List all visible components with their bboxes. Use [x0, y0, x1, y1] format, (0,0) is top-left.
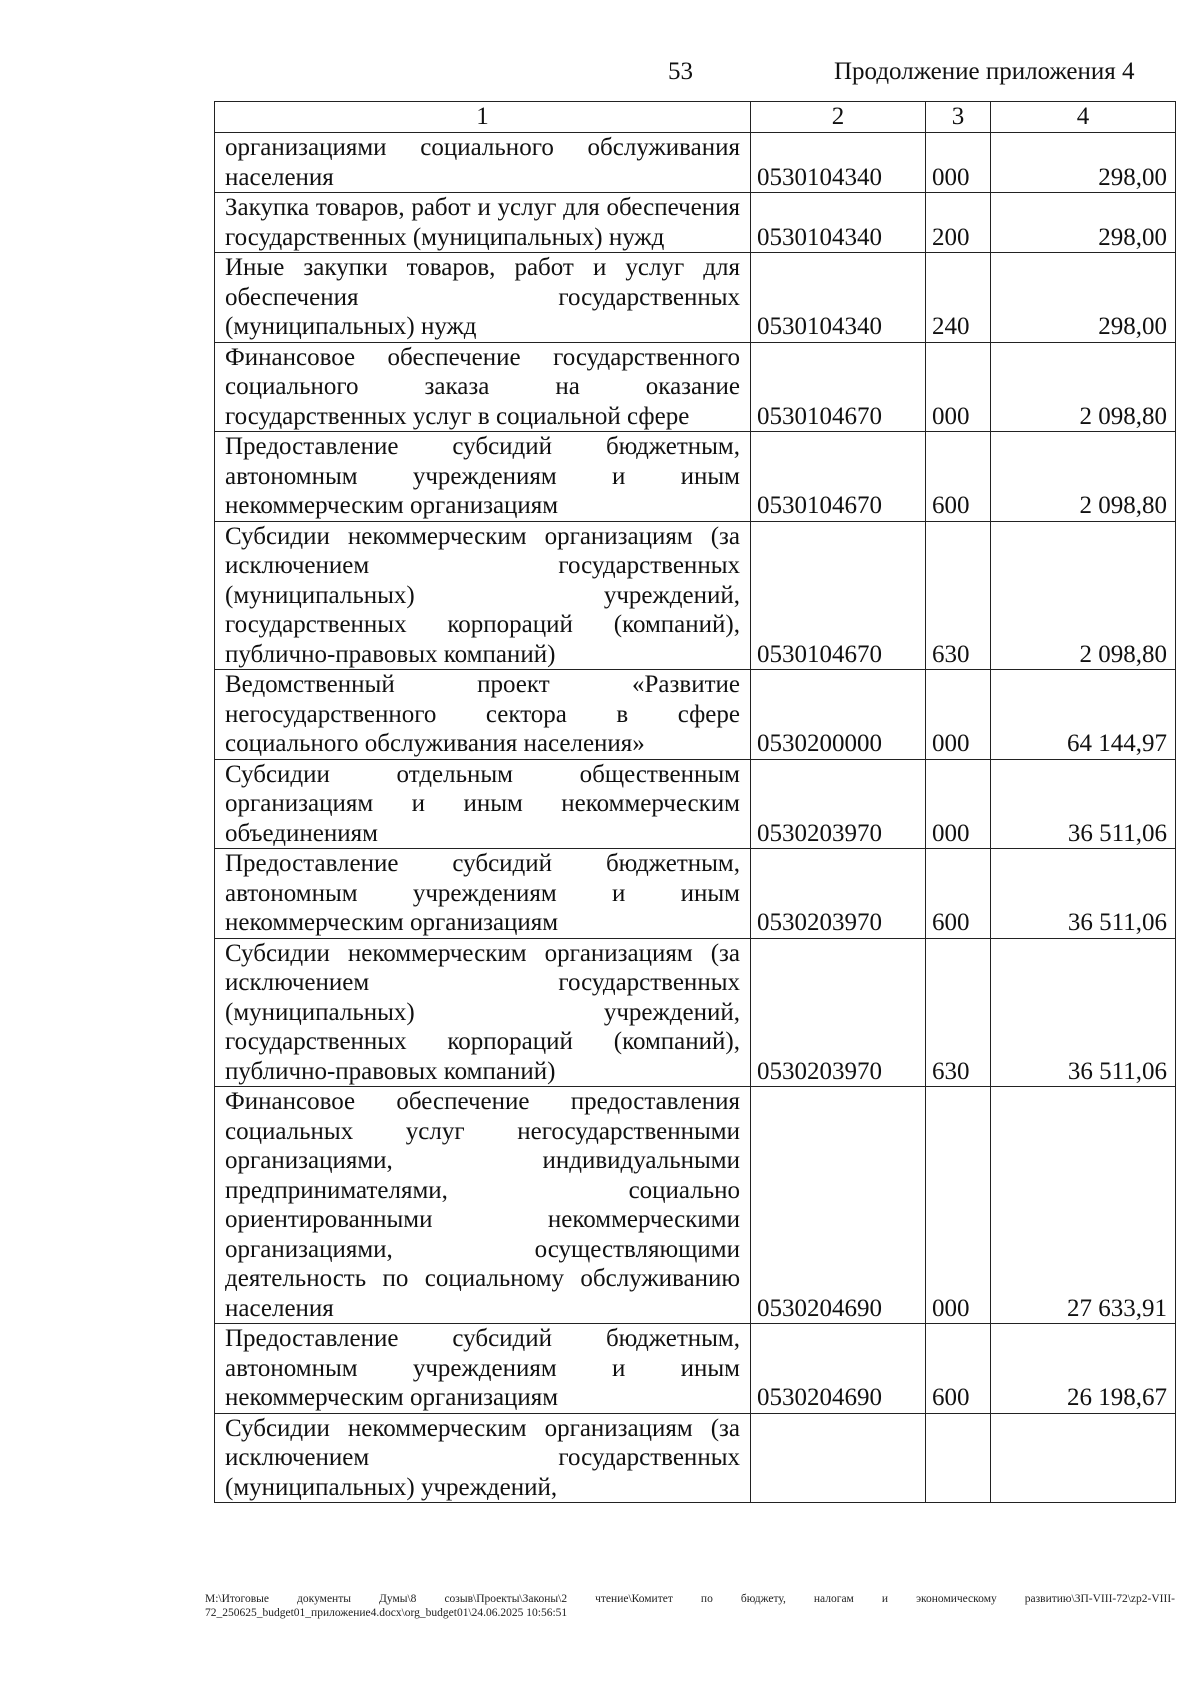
continuation-label: Продолжение приложения 4: [834, 58, 1135, 85]
table-row: [215, 938, 1176, 1087]
column-header-2: 2: [751, 102, 926, 133]
row-code: 0530104340: [751, 193, 926, 253]
row-description: Предоставление субсидий бюджетным, автономным учреждениям и иным некоммерческим организациям: [215, 432, 751, 522]
row-amount: 27 633,91: [991, 1087, 1176, 1324]
table-row: [215, 521, 1176, 670]
row-description: Предоставление субсидий бюджетным, автономным учреждениям и иным некоммерческим организациям: [215, 849, 751, 939]
row-description: Финансовое обеспечение государственного социального заказа на оказание государственных услуг в социальной сфере: [215, 342, 751, 432]
row-type: 000: [926, 670, 991, 760]
row-type: 600: [926, 849, 991, 939]
row-code: 0530200000: [751, 670, 926, 760]
table-body: [215, 133, 1176, 1503]
table-row: [215, 253, 1176, 343]
row-type: 240: [926, 253, 991, 343]
table-row: [215, 1324, 1176, 1414]
row-type: 200: [926, 193, 991, 253]
row-description: Субсидии некоммерческим организациям (за исключением государственных (муниципальных) учреждений, государственных корпораций (компаний), публично-правовых компаний): [215, 521, 751, 670]
page-number: 53: [668, 58, 693, 85]
table-row: [215, 133, 1176, 193]
row-code: 0530203970: [751, 759, 926, 849]
row-description: Иные закупки товаров, работ и услуг для обеспечения государственных (муниципальных) нужд: [215, 253, 751, 343]
row-code: 0530104340: [751, 133, 926, 193]
column-header-3: 3: [926, 102, 991, 133]
row-description: Закупка товаров, работ и услуг для обеспечения государственных (муниципальных) нужд: [215, 193, 751, 253]
row-type: 630: [926, 938, 991, 1087]
footer-file-path: M:\Итоговые документы Думы\8 созыв\Проекты\Законы\2 чтение\Комитет по бюджету, налогам и экономическому развитию\ЗП-VIII-72\zp2-VIII-72_250625_budget01_приложение4.docx\org_budget01\24.06.2025 10:56:51: [205, 1593, 1175, 1619]
row-amount: 36 511,06: [991, 849, 1176, 939]
row-code: 0530204690: [751, 1324, 926, 1414]
row-type: 000: [926, 133, 991, 193]
row-amount: 36 511,06: [991, 759, 1176, 849]
row-amount: 2 098,80: [991, 432, 1176, 522]
row-amount: 36 511,06: [991, 938, 1176, 1087]
row-code: 0530104670: [751, 521, 926, 670]
budget-table: [214, 101, 1176, 1503]
column-header-1: 1: [215, 102, 751, 133]
row-description: Предоставление субсидий бюджетным, автономным учреждениям и иным некоммерческим организациям: [215, 1324, 751, 1414]
header-row: [215, 102, 1176, 133]
row-description: Субсидии отдельным общественным организациям и иным некоммерческим объединениям: [215, 759, 751, 849]
table-row: [215, 759, 1176, 849]
table-row: [215, 670, 1176, 760]
table-row: [215, 849, 1176, 939]
row-type: 630: [926, 521, 991, 670]
row-amount: 2 098,80: [991, 342, 1176, 432]
row-code: [751, 1413, 926, 1503]
row-code: 0530203970: [751, 938, 926, 1087]
table-row: [215, 432, 1176, 522]
row-amount: 298,00: [991, 253, 1176, 343]
row-type: 000: [926, 759, 991, 849]
row-amount: 2 098,80: [991, 521, 1176, 670]
row-amount: [991, 1413, 1176, 1503]
table-row: [215, 1413, 1176, 1503]
row-amount: 298,00: [991, 133, 1176, 193]
row-code: 0530204690: [751, 1087, 926, 1324]
column-header-4: 4: [991, 102, 1176, 133]
row-code: 0530104340: [751, 253, 926, 343]
row-description: Субсидии некоммерческим организациям (за исключением государственных (муниципальных) учреждений,: [215, 1413, 751, 1503]
row-type: 600: [926, 1324, 991, 1414]
row-description: Финансовое обеспечение предоставления социальных услуг негосударственными организациями, индивидуальными предпринимателями, социально ориентированными некоммерческими организациями, осуществляющими деятельность по социальному обслуживанию населения: [215, 1087, 751, 1324]
table-row: [215, 193, 1176, 253]
row-amount: 298,00: [991, 193, 1176, 253]
row-amount: 26 198,67: [991, 1324, 1176, 1414]
row-description: Субсидии некоммерческим организациям (за исключением государственных (муниципальных) учреждений, государственных корпораций (компаний), публично-правовых компаний): [215, 938, 751, 1087]
row-code: 0530104670: [751, 432, 926, 522]
row-description: организациями социального обслуживания населения: [215, 133, 751, 193]
table-header: [215, 102, 1176, 133]
row-type: 000: [926, 342, 991, 432]
row-type: 000: [926, 1087, 991, 1324]
row-code: 0530203970: [751, 849, 926, 939]
row-amount: 64 144,97: [991, 670, 1176, 760]
row-code: 0530104670: [751, 342, 926, 432]
row-description: Ведомственный проект «Развитие негосударственного сектора в сфере социального обслуживания населения»: [215, 670, 751, 760]
row-type: 600: [926, 432, 991, 522]
table-row: [215, 1087, 1176, 1324]
row-type: [926, 1413, 991, 1503]
table-row: [215, 342, 1176, 432]
